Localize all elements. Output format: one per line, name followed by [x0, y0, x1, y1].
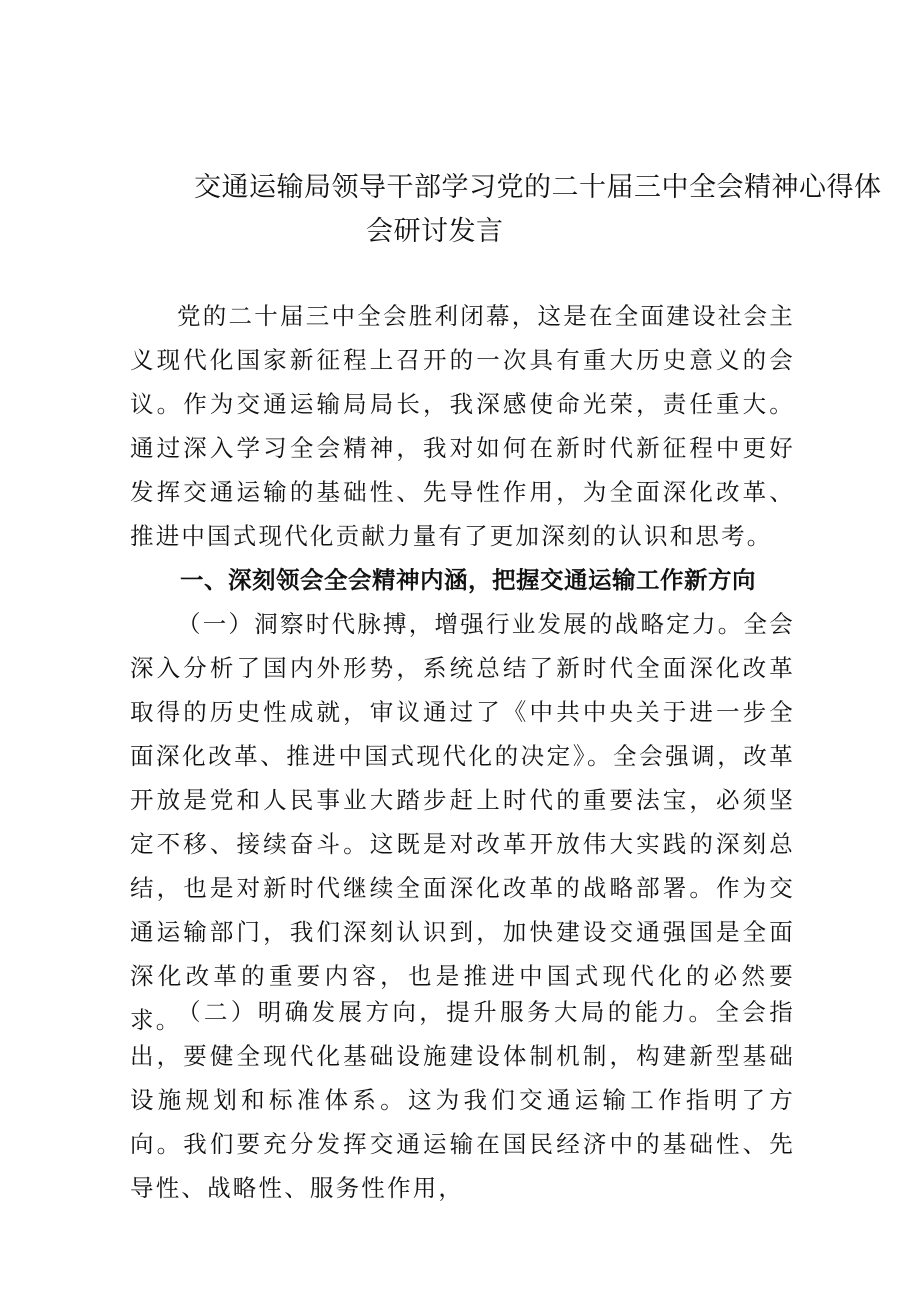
section-heading: 一、深刻领会全会精神内涵，把握交通运输工作新方向 [180, 566, 756, 594]
title-line-2: 会研讨发言 [366, 216, 504, 247]
subsection-2-paragraph: （二）明确发展方向，提升服务大局的能力。全会指出，要健全现代化基础设施建设体制机制，构建新型基础设施规划和标准体系。这为我们交通运输工作指明了方向。我们要充分发挥交通运输在国民经济中的基础性、先导性、战略性、服务性作用， [130, 998, 795, 1202]
title-line-1: 交通运输局领导干部学习党的二十届三中全会精神心得体 [194, 172, 882, 203]
document-title [150, 166, 882, 254]
subsection-1-paragraph: （一）洞察时代脉搏，增强行业发展的战略定力。全会深入分析了国内外形势，系统总结了新时代全面深化改革取得的历史性成就，审议通过了《中共中央关于进一步全面深化改革、推进中国式现代化的决定》。全会强调，改革开放是党和人民事业大踏步赶上时代的重要法宝，必须坚定不移、接续奋斗。这既是对改革开放伟大实践的深刻总结，也是对新时代继续全面深化改革的战略部署。作为交通运输部门，我们深刻认识到，加快建设交通强国是全面深化改革的重要内容，也是推进中国式现代化的必然要求。 [130, 610, 795, 1034]
intro-paragraph: 党的二十届三中全会胜利闭幕，这是在全面建设社会主义现代化国家新征程上召开的一次具有重大历史意义的会议。作为交通运输局局长，我深感使命光荣，责任重大。通过深入学习全会精神，我对如何在新时代新征程中更好发挥交通运输的基础性、先导性作用，为全面深化改革、推进中国式现代化贡献力量有了更加深刻的认识和思考。 [130, 302, 795, 550]
